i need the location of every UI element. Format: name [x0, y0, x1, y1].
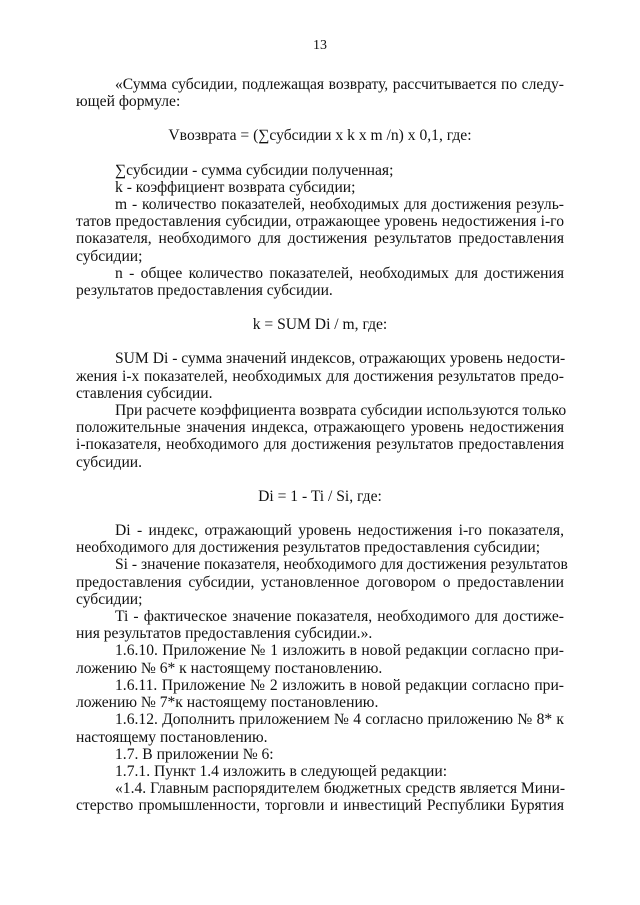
text-line: 1.6.11. Приложение № 2 изложить в новой редакции согласно при- — [115, 676, 564, 694]
text-line: При расчете коэффициента возврата субсидии используются только — [115, 402, 567, 420]
text-line: результатов предоставления субсидии. — [76, 282, 333, 300]
text-line: настоящему постановлению. — [76, 728, 268, 746]
blank-line — [76, 333, 564, 350]
text-line: «1.4. Главным распорядителем бюджетных средств является Мини- — [115, 780, 566, 798]
blank-line — [76, 471, 564, 488]
text-line: 1.7.1. Пункт 1.4 изложить в следующей редакции: — [115, 762, 448, 780]
text-line: стерство промышленности, торговли и инвестиций Республики Бурятия — [76, 797, 564, 815]
text-line: 1.6.10. Приложение № 1 изложить в новой редакции согласно при- — [115, 642, 564, 660]
text-line: 1.7. В приложении № 6: — [115, 745, 274, 763]
formula-line: Vвозврата = (∑субсидии x k x m /n) x 0,1, где: — [168, 127, 472, 145]
text-line: необходимого для достижения результатов предоставления субсидии; — [76, 539, 541, 557]
page-number: 13 — [313, 38, 327, 53]
text-line: 1.6.12. Дополнить приложением № 4 согласно приложению № 8* к — [115, 711, 564, 729]
text-line: ния результатов предоставления субсидии.». — [76, 625, 373, 643]
formula-line: Di = 1 - Ti / Si, где: — [258, 487, 382, 505]
text-line: ∑субсидии - сумма субсидии полученная; — [115, 161, 394, 179]
text-line: татов предоставления субсидии, отражающее уровень недостижения i-го — [76, 213, 564, 231]
text-line: субсидии. — [76, 453, 143, 471]
text-line: ющей формуле: — [76, 93, 181, 111]
text-line: Si - значение показателя, необходимого для достижения результатов — [115, 556, 568, 574]
text-line: ложению № 6* к настоящему постановлению. — [76, 659, 383, 677]
document-body — [76, 76, 568, 815]
text-line: SUM Di - сумма значений индексов, отражающих уровень недости- — [115, 350, 566, 368]
text-line: k - коэффициент возврата субсидии; — [115, 178, 356, 196]
text-line: i-показателя, необходимого для достижения результатов предоставления — [76, 436, 564, 454]
text-line: субсидии; — [76, 247, 143, 265]
text-line: жения i-х показателей, необходимых для достижения результатов предо- — [76, 367, 564, 385]
text-line: показателя, необходимого для достижения результатов предоставления — [76, 230, 564, 248]
text-line: субсидии; — [76, 590, 143, 608]
text-line: n - общее количество показателей, необходимых для достижения — [115, 264, 564, 282]
text-line: Ti - фактическое значение показателя, необходимого для достиже- — [115, 608, 564, 626]
text-line: предоставления субсидии, установленное договором о предоставлении — [76, 573, 564, 591]
text-line: положительные значения индекса, отражающего уровень недостижения — [76, 419, 564, 437]
text-line: ставления субсидии. — [76, 384, 213, 402]
formula-line: k = SUM Di / m, где: — [252, 316, 388, 334]
text-line: «Сумма субсидии, подлежащая возврату, рассчитывается по следу- — [115, 76, 564, 93]
text-line: m - количество показателей, необходимых для достижения резуль- — [115, 196, 564, 214]
blank-line — [76, 505, 564, 522]
blank-line — [76, 299, 564, 316]
text-line: ложению № 7*к настоящему постановлению. — [76, 694, 379, 712]
text-line: Di - индекс, отражающий уровень недостижения i-го показателя, — [115, 522, 564, 540]
blank-line — [76, 145, 564, 162]
blank-line — [76, 110, 564, 127]
